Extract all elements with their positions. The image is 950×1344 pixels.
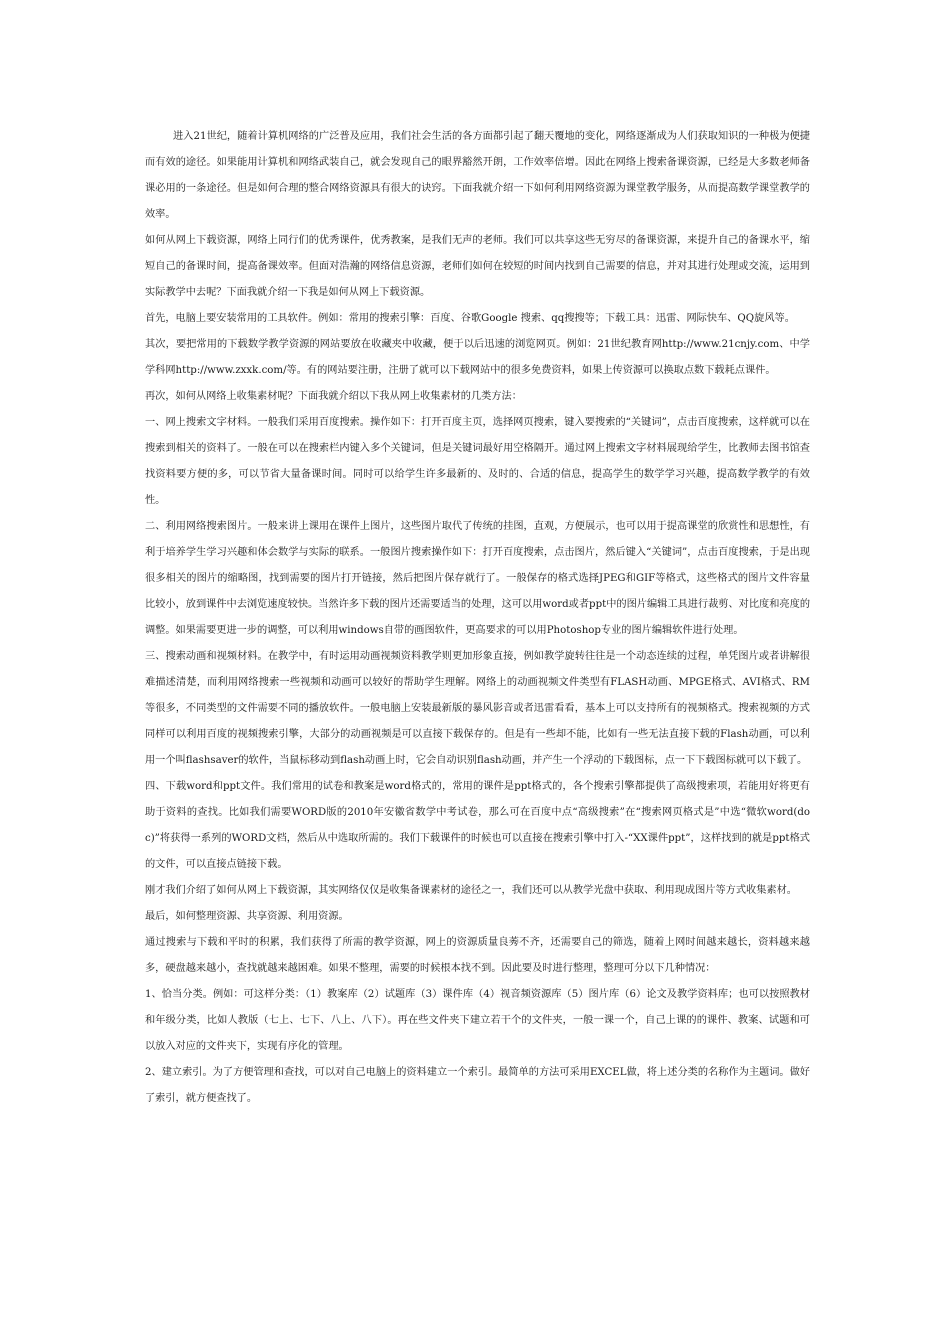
paragraph-word-ppt-download: 四、下载word和ppt文件。我们常用的试卷和教案是word格式的，常用的课件是ppt格式的，各个搜索引擎都提供了高级搜索项，若能用好将更有助于资料的查找。比如我们需要WORD版的2010年安徽省数学中考试卷，那么可在百度中点“高级搜索”在“搜索网页格式是”中选“微软word(doc)”将获得一系列的WORD文档，然后从中选取所需的。我们下载课件的时候也可以直接在搜索引擎中打入-“XX课件ppt”，这样找到的就是ppt格式的文件，可以直接点链接下载。 — [145, 781, 810, 870]
paragraph-download-resources: 如何从网上下载资源，网络上同行们的优秀课件，优秀教案，是我们无声的老师。我们可以共享这些无穷尽的备课资源，来提升自己的备课水平，缩短自己的备课时间，提高备课效率。但面对浩瀚的网络信息资源，老师们如何在较短的时间内找到自己需要的信息，并对其进行处理或交流，运用到实际教学中去呢？下面我就介绍一下我是如何从网上下载资源。 — [145, 235, 810, 298]
paragraph-text-search: 一、网上搜索文字材料。一般我们采用百度搜索。操作如下：打开百度主页，选择网页搜索，键入要搜索的“关键词”，点击百度搜索，这样就可以在搜索到相关的资料了。一般在可以在搜索栏内键入多个关键词，但是关键词最好用空格隔开。通过网上搜索文字材料展现给学生，比教师去图书馆查找资料要方便的多，可以节省大量备课时间。同时可以给学生许多最新的、及时的、合适的信息，提高学生的数学学习兴趣，提高数学教学的有效性。 — [145, 417, 810, 506]
paragraph-image-search: 二、利用网络搜索图片。一般来讲上课用在课件上图片，这些图片取代了传统的挂图，直观，方便展示，也可以用于提高课堂的欣赏性和思想性，有利于培养学生学习兴趣和体会数学与实际的联系。一般图片搜索操作如下：打开百度搜索，点击图片，然后键入“关键词”，点击百度搜索，于是出现很多相关的图片的缩略图，找到需要的图片打开链接，然后把图片保存就行了。一般保存的格式选择JPEG和GIF等格式，这些格式的图片文件容量比较小，放到课件中去浏览速度较快。当然许多下载的图片还需要适当的处理，这可以用word或者ppt中的图片编辑工具进行裁剪、对比度和亮度的调整。如果需要更进一步的调整，可以利用windows自带的画图软件，更高要求的可以用Photoshop专业的图片编辑软件进行处理。 — [145, 521, 810, 636]
paragraph-classify: 1、恰当分类。例如：可这样分类：（1）教案库（2）试题库（3）课件库（4）视音频资源库（5）图片库（6）论文及教学资料库；也可以按照教材和年级分类，比如人教版（七上、七下、八上、八下）。再在些文件夹下建立若干个的文件夹，一般一课一个，自己上课的的课件、教案、试题和可以放入对应的文件夹下，实现有序化的管理。 — [145, 989, 810, 1052]
paragraph-intro: 进入21世纪，随着计算机网络的广泛普及应用，我们社会生活的各方面都引起了翻天覆地的变化，网络逐渐成为人们获取知识的一种极为便捷而有效的途径。如果能用计算机和网络武装自己，就会发现自己的眼界豁然开朗，工作效率倍增。因此在网络上搜索备课资源，已经是大多数老师备课必用的一条途径。但是如何合理的整合网络资源具有很大的诀窍。下面我就介绍一下如何利用网络资源为课堂教学服务，从而提高数学课堂教学的效率。 — [145, 131, 810, 220]
paragraph-organize: 通过搜索与下载和平时的积累，我们获得了所需的教学资源，网上的资源质量良莠不齐，还需要自己的筛选，随着上网时间越来越长，资料越来越多，硬盘越来越小，查找就越来越困难。如果不整理，需要的时候根本找不到。因此要及时进行整理，整理可分以下几种情况： — [145, 937, 810, 974]
document-body — [145, 124, 810, 1112]
paragraph-second-bookmarks: 其次，要把常用的下载数学教学资源的网站要放在收藏夹中收藏，便于以后迅速的浏览网页。例如：21世纪教育网http://www.21cnjy.com、中学学科网http://www.zxxk.com/等。有的网站要注册，注册了就可以下载网站中的很多免费资料，如果上传资源可以换取点数下载耗点课件。 — [145, 339, 810, 376]
paragraph-other-sources: 刚才我们介绍了如何从网上下载资源，其实网络仅仅是收集备课素材的途径之一，我们还可以从教学光盘中获取、利用现成图片等方式收集素材。 — [145, 885, 797, 896]
paragraph-third-collect-materials: 再次，如何从网络上收集素材呢？下面我就介绍以下我从网上收集素材的几类方法： — [145, 391, 522, 402]
paragraph-animation-video: 三、搜索动画和视频材料。在教学中，有时运用动画视频资料教学则更加形象直接，例如教学旋转往往是一个动态连续的过程，单凭图片或者讲解很难描述清楚，而利用网络搜索一些视频和动画可以较好的帮助学生理解。网络上的动画视频文件类型有FLASH动画、MPGE格式、AVI格式、RM等很多，不同类型的文件需要不同的播放软件。一般电脑上安装最新版的暴风影音或者迅雷看看，基本上可以支持所有的视频格式。搜索视频的方式同样可以利用百度的视频搜索引擎，大部分的动画视频是可以直接下载保存的。但是有一些却不能，比如有一些无法直接下载的Flash动画，可以利用一个叫flashsaver的软件，当鼠标移动到flash动画上时，它会自动识别flash动画，并产生一个浮动的下载图标，点一下下载图标就可以下载了。 — [145, 651, 810, 766]
paragraph-index: 2、建立索引。为了方便管理和查找，可以对自己电脑上的资料建立一个索引。最简单的方法可采用EXCEL做，将上述分类的名称作为主题词。做好了索引，就方便查找了。 — [145, 1067, 810, 1104]
paragraph-finally: 最后，如何整理资源、共享资源、利用资源。 — [145, 911, 349, 922]
paragraph-first-tools: 首先，电脑上要安装常用的工具软件。例如：常用的搜索引擎：百度、谷歌Google 搜索、qq搜搜等；下载工具：迅雷、网际快车、QQ旋风等。 — [145, 313, 795, 324]
